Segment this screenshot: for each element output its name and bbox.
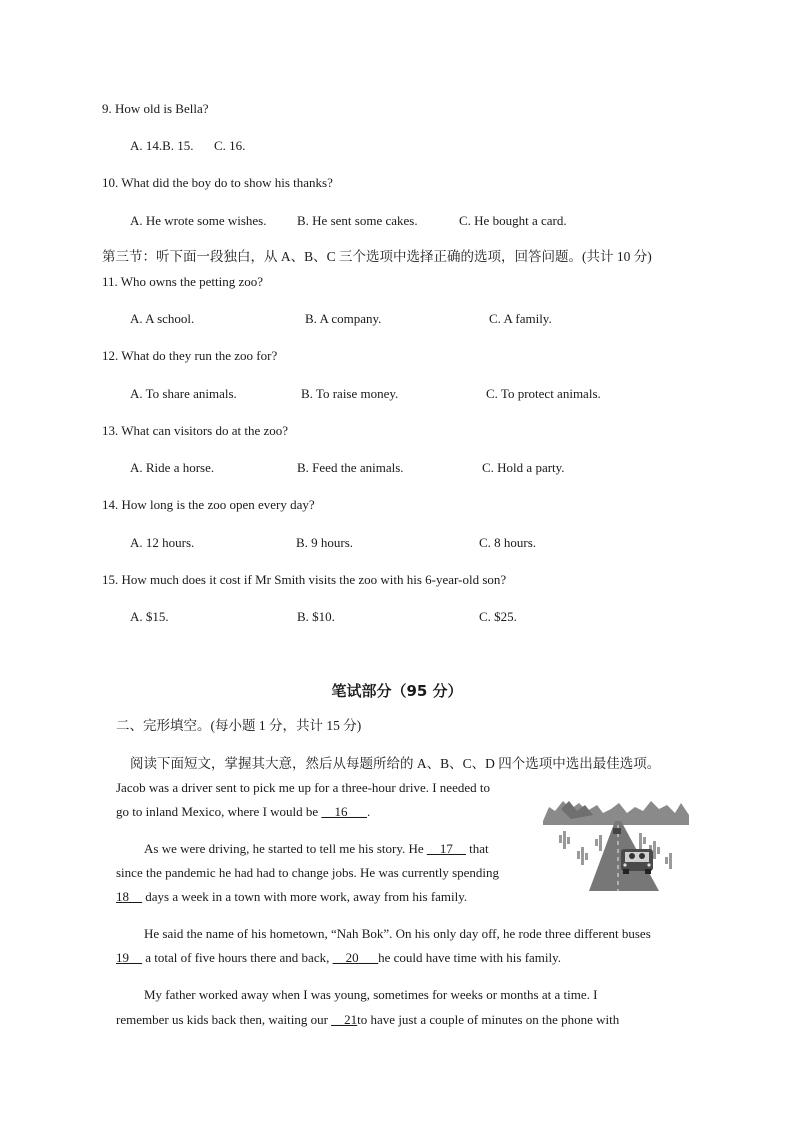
p2-text-a: As we were driving, he started to tell me his story. He [144,841,427,856]
q10-option-c: C. He bought a card. [459,213,567,228]
blank-19: 19__ [116,950,142,965]
paragraph-1-line-2 [116,804,370,820]
q11-option-a: A. A school. [130,311,195,326]
p2-text-b: that [465,841,489,856]
paragraph-2-line-3 [116,889,467,905]
blank-20: __20___ [332,950,379,965]
paragraph-4-line-2 [116,1012,619,1028]
paragraph-3-line-1: He said the name of his hometown, “Nah Bok”. On his only day off, he rode three different buses [144,926,651,941]
blank-21: __21 [331,1012,358,1027]
p1-text-a: go to inland Mexico, where I would be [116,804,322,819]
q12-option-b: B. To raise money. [301,386,399,401]
paragraph-4-line-1: My father worked away when I was young, sometimes for weeks or months at a time. I [144,987,598,1002]
paragraph-1-line-1: Jacob was a driver sent to pick me up for a three-hour drive. I needed to [116,780,490,795]
question-11: 11. Who owns the petting zoo? [102,274,264,289]
q13-option-a: A. Ride a horse. [130,460,215,475]
question-12: 12. What do they run the zoo for? [102,348,278,363]
q15-option-c: C. $25. [479,609,517,624]
p4-text-b: to have just a couple of minutes on the phone with [357,1012,620,1027]
blank-18: 18__ [116,889,142,904]
question-15: 15. How much does it cost if Mr Smith visits the zoo with his 6-year-old son? [102,572,507,587]
p1-text-b: . [366,804,371,819]
distant-car [613,828,621,834]
question-10: 10. What did the boy do to show his thanks? [102,175,333,190]
q10-option-a: A. He wrote some wishes. [130,213,267,228]
q12-option-c: C. To protect animals. [486,386,601,401]
cloze-instruction: 阅读下面短文，掌握其大意，然后从每题所给的 A、B、C、D 四个选项中选出最佳选项。 [130,756,661,771]
q11-option-c: C. A family. [489,311,552,326]
q11-option-b: B. A company. [305,311,382,326]
paragraph-3-line-2 [116,950,561,966]
car-with-driver [621,849,653,874]
blank-17: __17__ [426,841,466,856]
q10-option-b: B. He sent some cakes. [297,213,418,228]
q13-option-c: C. Hold a party. [482,460,565,475]
q9-option-c: C. 16. [214,138,246,153]
written-section-title: 笔试部分（95 分） [331,682,463,700]
q14-option-a: A. 12 hours. [130,535,195,550]
q14-option-b: B. 9 hours. [296,535,354,550]
blank-16: __16___ [321,804,367,819]
q12-option-a: A. To share animals. [130,386,237,401]
road-trip-illustration [541,795,691,893]
q13-option-b: B. Feed the animals. [297,460,404,475]
p3-text-a: a total of five hours there and back, [142,950,333,965]
p3-text-b: he could have time with his family. [378,950,562,965]
question-13: 13. What can visitors do at the zoo? [102,423,289,438]
q15-option-b: B. $10. [297,609,335,624]
p2-text-c: days a week in a town with more work, away from his family. [142,889,468,904]
section-3-instruction: 第三节：听下面一段独白，从 A、B、C 三个选项中选择正确的选项，回答问题。(共计 10 分) [102,249,652,264]
question-9: 9. How old is Bella? [102,101,209,116]
part-2-heading: 二、完形填空。(每小题 1 分，共计 15 分) [116,718,362,733]
paragraph-2-line-2: since the pandemic he had had to change jobs. He was currently spending [116,865,500,880]
q14-option-c: C. 8 hours. [479,535,537,550]
paragraph-2-line-1 [144,841,489,857]
p4-text-a: remember us kids back then, waiting our [116,1012,332,1027]
q15-option-a: A. $15. [130,609,169,624]
q9-option-ab: A. 14.B. 15. [130,138,194,153]
question-14: 14. How long is the zoo open every day? [102,497,315,512]
